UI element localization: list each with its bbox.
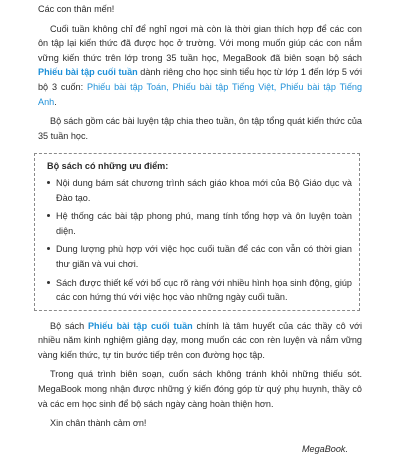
signature: MegaBook. <box>301 443 348 454</box>
closing-paragraph <box>38 319 362 363</box>
closing-book-name: Phiếu bài tập cuối tuần <box>87 320 193 331</box>
features-list <box>47 176 352 305</box>
feature-item: Sách được thiết kế với bố cục rõ ràng với nhiều hình họa sinh động, giúp các con hứng thú với việc học vào những ngày cuối tuần. <box>47 276 352 305</box>
intro-books-list: Phiếu bài tập Toán, Phiếu bài tập Tiếng Việt, Phiếu bài tập Tiếng Anh <box>38 81 363 107</box>
feature-item: Nội dung bám sát chương trình sách giáo khoa mới của Bộ Giáo dục và Đào tạo. <box>47 176 352 205</box>
closing-text: Bộ sách <box>50 320 88 331</box>
summary-paragraph: Bộ sách gồm các bài luyện tập chia theo tuần, ôn tập tổng quát kiến thức của 35 tuần học. <box>38 116 362 141</box>
thanks-line: Xin chân thành cảm ơn! <box>50 418 147 429</box>
closing-text-2: chính là tâm huyết của các thầy cô với nhiều năm kinh nghiệm giảng dạy, mong muốn các con rèn luyện và nắm vững vàng kiến thức, tự tin bước tiếp trên con đường học tập. <box>38 320 362 360</box>
features-title: Bộ sách có những ưu điểm: <box>47 161 169 172</box>
intro-text: Cuối tuần không chỉ để nghỉ ngơi mà còn là thời gian thích hợp để các con ôn tập lại kiến thức đã được học ở trường. Với mong muốn giúp các con nắm vững kiến thức trên lớp trong 35 tuần học, MegaBook đã biên soạn bộ sách <box>38 23 362 63</box>
intro-text-3: . <box>54 96 57 107</box>
feedback-paragraph: Trong quá trình biên soạn, cuốn sách không tránh khỏi những thiếu sót. MegaBook mong nhận được những ý kiến đóng góp từ quý phụ huynh, thầy cô và các em học sinh để bộ sách ngày càng hoàn thiện hơn. <box>38 369 362 409</box>
intro-book-name: Phiếu bài tập cuối tuần <box>38 67 138 78</box>
intro-paragraph <box>38 22 362 110</box>
features-box <box>34 153 360 310</box>
greeting: Các con thân mến! <box>38 4 115 14</box>
feature-item: Hệ thống các bài tập phong phú, mang tính tổng hợp và ôn luyện toàn diện. <box>47 209 352 238</box>
feature-item: Dung lượng phù hợp với việc học cuối tuần để các con vẫn có thời gian thư giãn và vui chơi. <box>47 242 352 271</box>
intro-text-2: dành riêng cho học sinh tiểu học từ lớp 1 đến lớp 5 với bộ 3 cuốn: <box>38 67 362 92</box>
